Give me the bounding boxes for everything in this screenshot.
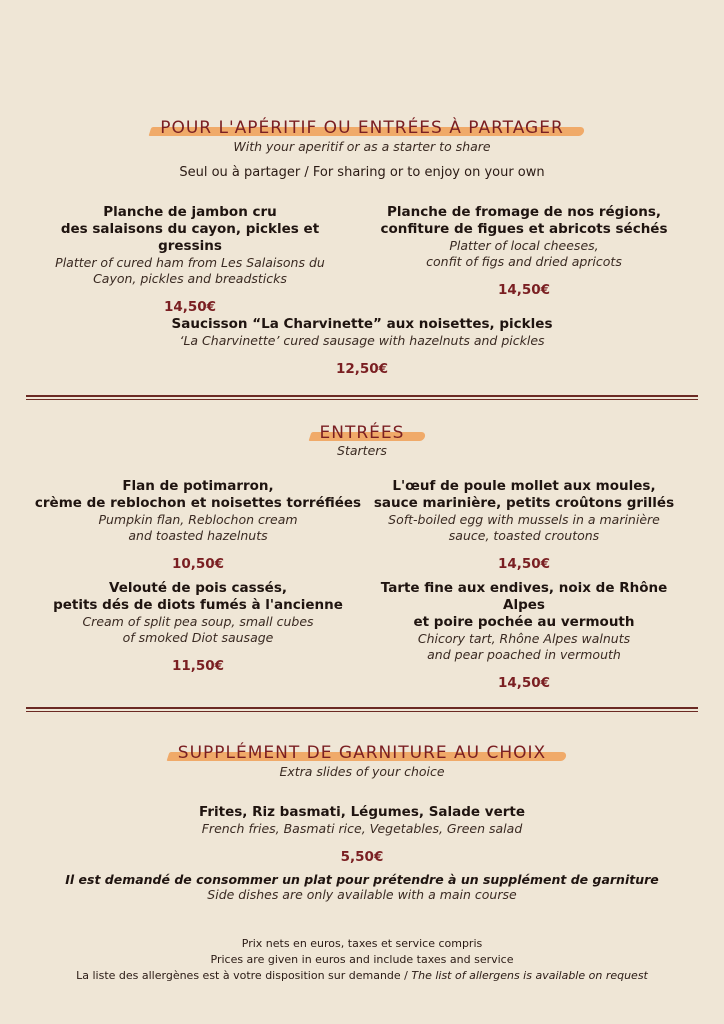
aperitif-section-header (0, 118, 724, 138)
item-price: 5,50€ (340, 849, 384, 865)
entrees-subtitle: Starters (337, 443, 387, 458)
item-price: 10,50€ (171, 556, 225, 572)
menu-item-soft-boiled-egg (366, 478, 682, 572)
menu-item-saucisson (100, 316, 624, 377)
garniture-title: SUPPLÉMENT DE GARNITURE AU CHOIX (168, 743, 556, 763)
item-price: 14,50€ (497, 675, 551, 691)
item-price: 11,50€ (171, 658, 225, 674)
item-name-en: Platter of local cheeses, (449, 238, 599, 253)
garniture-note-fr: Il est demandé de consommer un plat pour prétendre à un supplément de garniture (65, 872, 659, 887)
footer-prices-en: Prices are given in euros and include taxes and service (210, 953, 514, 966)
item-name-en-cont: of smoked Diot sausage (122, 630, 274, 645)
footer-allergens-en: The list of allergens is available on request (407, 969, 648, 982)
item-name-en: ‘La Charvinette’ cured sausage with hazelnuts and pickles (179, 333, 545, 348)
menu-item-ham-platter (30, 204, 350, 315)
menu-item-pumpkin-flan (30, 478, 366, 572)
item-name-fr: Saucisson “La Charvinette” aux noisettes, pickles (171, 316, 553, 332)
item-name-en-cont: sauce, toasted croutons (448, 528, 600, 543)
section-divider (26, 395, 698, 400)
item-name-en: Pumpkin flan, Reblochon cream (98, 512, 298, 527)
item-name-en-cont: and pear poached in vermouth (427, 647, 621, 662)
footer-allergens-fr: La liste des allergènes est à votre disposition sur demande / (76, 969, 408, 982)
garniture-section-header (0, 743, 724, 763)
menu-item-side-dishes (100, 804, 624, 865)
aperitif-title: POUR L'APÉRITIF OU ENTRÉES À PARTAGER (150, 118, 574, 138)
section-divider (26, 707, 698, 712)
item-name-en: French fries, Basmati rice, Vegetables, Green salad (201, 821, 523, 836)
item-name-en: Platter of cured ham from Les Salaisons du (55, 255, 325, 270)
item-price: 14,50€ (497, 556, 551, 572)
item-name-fr: L'œuf de poule mollet aux moules, (392, 478, 656, 494)
menu-item-cheese-platter (366, 204, 682, 298)
item-price: 14,50€ (497, 282, 551, 298)
entrees-title: ENTRÉES (310, 423, 415, 443)
item-name-en-cont: confit of figs and dried apricots (426, 254, 622, 269)
item-name-fr: Planche de jambon cru (103, 204, 277, 220)
item-name-en: Cream of split pea soup, small cubes (82, 614, 314, 629)
menu-item-chicory-tart (366, 580, 682, 691)
item-name-fr: Flan de potimarron, (122, 478, 274, 494)
item-name-en: Soft-boiled egg with mussels in a marinière (388, 512, 660, 527)
item-name-fr-cont: sauce marinière, petits croûtons grillés (373, 495, 675, 511)
item-name-en: Chicory tart, Rhône Alpes walnuts (417, 631, 631, 646)
item-name-fr-cont: confiture de figues et abricots séchés (380, 221, 668, 237)
garniture-note-en: Side dishes are only available with a main course (207, 887, 517, 902)
item-name-fr: Frites, Riz basmati, Légumes, Salade verte (198, 804, 526, 820)
item-price: 14,50€ (163, 299, 217, 315)
item-name-fr-cont: et poire pochée au vermouth (413, 614, 635, 630)
footer-allergens (0, 968, 724, 983)
item-name-fr-cont: des salaisons du cayon, pickles et gressins (60, 221, 320, 254)
aperitif-sharing-note: Seul ou à partager / For sharing or to enjoy on your own (179, 165, 545, 180)
item-price: 12,50€ (335, 361, 389, 377)
item-name-fr-cont: petits dés de diots fumés à l'ancienne (53, 597, 343, 613)
aperitif-subtitle: With your aperitif or as a starter to share (233, 139, 491, 154)
item-name-en-cont: and toasted hazelnuts (128, 528, 268, 543)
menu-item-pea-soup (30, 580, 366, 674)
item-name-fr: Velouté de pois cassés, (108, 580, 287, 596)
entrees-section-header (0, 423, 724, 443)
item-name-en-cont: Cayon, pickles and breadsticks (93, 271, 287, 286)
footer-prices-fr: Prix nets en euros, taxes et service compris (241, 937, 483, 950)
garniture-subtitle: Extra slides of your choice (279, 764, 445, 779)
item-name-fr: Tarte fine aux endives, noix de Rhône Alpes (380, 580, 668, 613)
item-name-fr-cont: crème de reblochon et noisettes torréfiées (34, 495, 362, 511)
item-name-fr: Planche de fromage de nos régions, (386, 204, 662, 220)
